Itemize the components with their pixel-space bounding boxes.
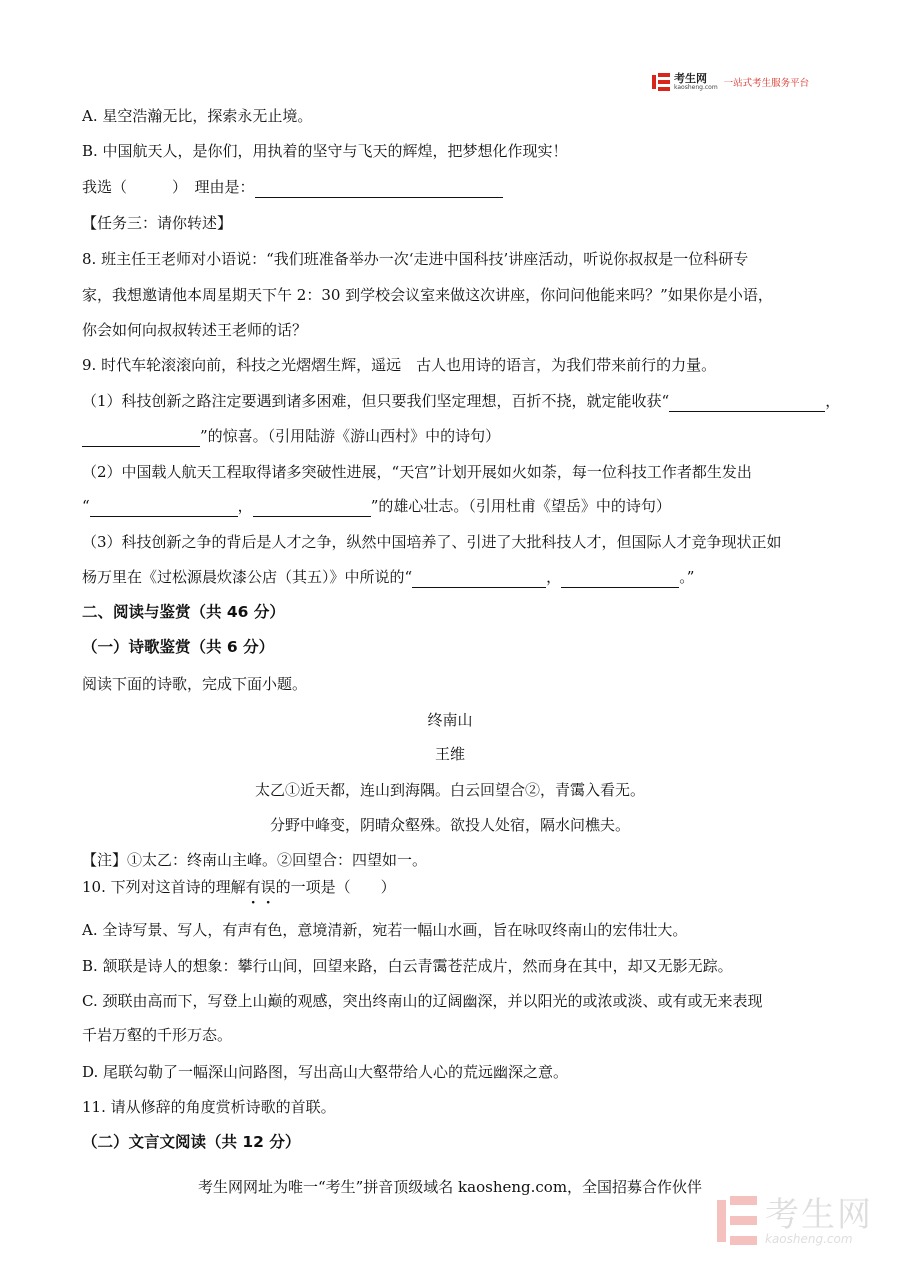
watermark-logo-icon [717, 1196, 757, 1246]
q9-2-text-d: ”的雄心壮志。（引用杜甫《望岳》中的诗句） [370, 497, 671, 515]
choose-prefix: 我选（ ） 理由是： [82, 178, 255, 196]
q10-option-d: D. 尾联勾勒了一幅深山问路图，写出高山大壑带给人心的荒远幽深之意。 [82, 1063, 569, 1081]
q9-3-comma: ， [546, 568, 562, 586]
logo-name: 考生网 [674, 72, 707, 85]
q10-text-a: 10. 下列对这首诗的理解 [82, 878, 246, 896]
q10-text-b: 的一项是（ ） [275, 878, 396, 896]
reading-instruction: 阅读下面的诗歌，完成下面小题。 [82, 675, 308, 693]
subsection-1-heading: （一）诗歌鉴赏（共 6 分） [82, 638, 275, 656]
q9-1-line-1 [82, 390, 840, 412]
q9-2-open-quote: “ [82, 497, 90, 515]
poem-line-1: 太乙①近天都，连山到海隅。白云回望合②，青霭入看无。 [254, 781, 645, 799]
q9-1-text-a: （1）科技创新之路注定要遇到诸多困难，但只要我们坚定理想，百折不挠，就定能收获“ [82, 392, 670, 410]
option-b-line: B. 中国航天人，是你们，用执着的坚守与飞天的辉煌，把梦想化作现实！ [82, 142, 568, 160]
q9-3-text-b: 杨万里在《过松源晨炊漆公店（其五）》中所说的“ [82, 568, 413, 586]
q10-emphasis-1: 有 [245, 878, 261, 896]
q10-option-c-line-2: 千岩万壑的千形万态。 [82, 1026, 233, 1044]
q9-3-blank-1[interactable] [412, 571, 546, 588]
watermark-name: 考生网 [765, 1195, 873, 1235]
q9-2-comma: ， [237, 497, 253, 515]
q10-stem [82, 876, 396, 898]
q10-emphasis-2: 误 [260, 878, 276, 896]
brand-logo-icon [652, 73, 670, 91]
task3-heading: 【任务三：请你转述】 [82, 214, 233, 232]
poem-author: 王维 [434, 745, 465, 763]
q9-3-line-2 [82, 566, 694, 588]
logo-text-block [674, 73, 718, 91]
q9-3-end: 。” [679, 568, 695, 586]
q10-option-b: B. 颔联是诗人的想象：攀行山间，回望来路，白云青霭苍茫成片，然而身在其中，却又无影无踪。 [82, 957, 733, 975]
header-slogan: 一站式考生服务平台 [723, 78, 810, 89]
q9-3-line-1: （3）科技创新之争的背后是人才之争，纵然中国培养了、引进了大批科技人才，但国际人才竞争现状正如 [82, 533, 782, 551]
q9-1-comma: ， [825, 392, 841, 410]
poem-title: 终南山 [427, 711, 473, 729]
q8-line-1: 8. 班主任王老师对小语说：“我们班准备举办一次‘走进中国科技’讲座活动，听说你叔叔是一位科研专 [82, 250, 749, 268]
poem-line-2: 分野中峰变，阴晴众壑殊。欲投人处宿，隔水问樵夫。 [269, 816, 630, 834]
q9-1-text-c: ”的惊喜。（引用陆游《游山西村》中的诗句） [200, 427, 501, 445]
watermark-text-block [765, 1197, 873, 1245]
reason-blank[interactable] [255, 181, 503, 198]
q8-line-3: 你会如何向叔叔转述王老师的话？ [82, 321, 308, 339]
footer-text: 考生网网址为唯一“考生”拼音顶级域名 kaosheng.com，全国招募合作伙伴 [197, 1178, 703, 1196]
header-logo [652, 72, 809, 92]
subsection-2-heading: （二）文言文阅读（共 12 分） [82, 1133, 301, 1151]
q8-line-2: 家，我想邀请他本周星期天下午 2：30 到学校会议室来做这次讲座，你问问他能来吗？”如果你是小语， [82, 286, 773, 304]
q11-stem: 11. 请从修辞的角度赏析诗歌的首联。 [82, 1098, 336, 1116]
q9-2-blank-2[interactable] [253, 500, 371, 517]
q9-1-blank-1[interactable] [669, 395, 825, 412]
poem-note: 【注】①太乙：终南山主峰。②回望合：四望如一。 [82, 851, 428, 869]
q9-3-blank-2[interactable] [561, 571, 679, 588]
q10-option-a: A. 全诗写景、写人，有声有色，意境清新，宛若一幅山水画，旨在咏叹终南山的宏伟壮大。 [82, 921, 688, 939]
q9-intro: 9. 时代车轮滚滚向前，科技之光熠熠生辉，遥远 古人也用诗的语言，为我们带来前行的力量。 [82, 356, 717, 374]
choose-line [82, 176, 503, 198]
watermark [717, 1196, 873, 1246]
q9-2-line-1: （2）中国载人航天工程取得诸多突破性进展，“天宫”计划开展如火如荼，每一位科技工作者都生发出 [82, 463, 752, 481]
section-2-heading: 二、阅读与鉴赏（共 46 分） [82, 603, 285, 621]
q9-2-line-2 [82, 495, 671, 517]
logo-url: kaosheng.com [674, 84, 718, 91]
option-a-line: A. 星空浩瀚无比，探索永无止境。 [82, 107, 313, 125]
q9-1-line-2 [82, 425, 500, 447]
q9-1-blank-2[interactable] [82, 430, 200, 447]
q9-2-blank-1[interactable] [90, 500, 238, 517]
watermark-url: kaosheng.com [765, 1232, 853, 1246]
q10-option-c-line-1: C. 颈联由高而下，写登上山巅的观感，突出终南山的辽阔幽深，并以阳光的或浓或淡、或有或无来表现 [82, 992, 763, 1010]
